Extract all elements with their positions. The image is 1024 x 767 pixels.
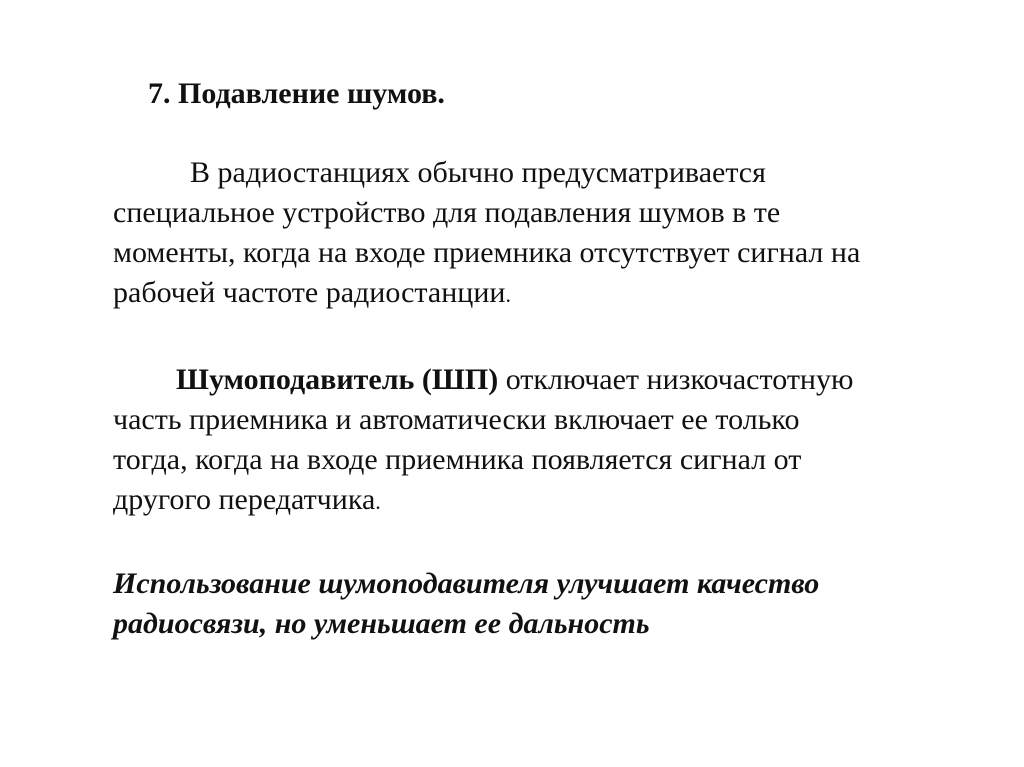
noise-suppressor-term: Шумоподавитель (ШП) <box>176 363 499 396</box>
paragraph2-line4-text: другого передатчика <box>113 483 376 516</box>
paragraph-noise-suppressor <box>113 360 993 522</box>
paragraph2-line3: тогда, когда на входе приемника появляется сигнал от <box>113 443 802 476</box>
conclusion-line2: радиосвязи, но уменьшает ее дальность <box>113 607 650 640</box>
paragraph1-line3: моменты, когда на входе приемника отсутствует сигнал на <box>113 236 861 269</box>
paragraph2-line1-rest: отключает низкочастотную <box>498 363 854 396</box>
paragraph1-line1: В радиостанциях обычно предусматривается <box>190 156 766 189</box>
conclusion-line1: Использование шумоподавителя улучшает качество <box>113 567 820 600</box>
paragraph1-line4-period: . <box>505 282 511 307</box>
paragraph2-line1 <box>113 360 993 400</box>
paragraph2-line4-period: . <box>375 489 381 514</box>
paragraph-radio-stations <box>113 153 993 315</box>
conclusion-statement <box>113 564 993 644</box>
slide-heading: 7. Подавление шумов. <box>148 77 445 110</box>
paragraph1-line4-text: рабочей частоте радиостанции <box>113 276 506 309</box>
paragraph2-line2: часть приемника и автоматически включает ее только <box>113 403 800 436</box>
paragraph1-line4 <box>113 273 993 315</box>
paragraph1-line2: специальное устройство для подавления шумов в те <box>113 196 781 229</box>
paragraph2-line4 <box>113 480 993 522</box>
